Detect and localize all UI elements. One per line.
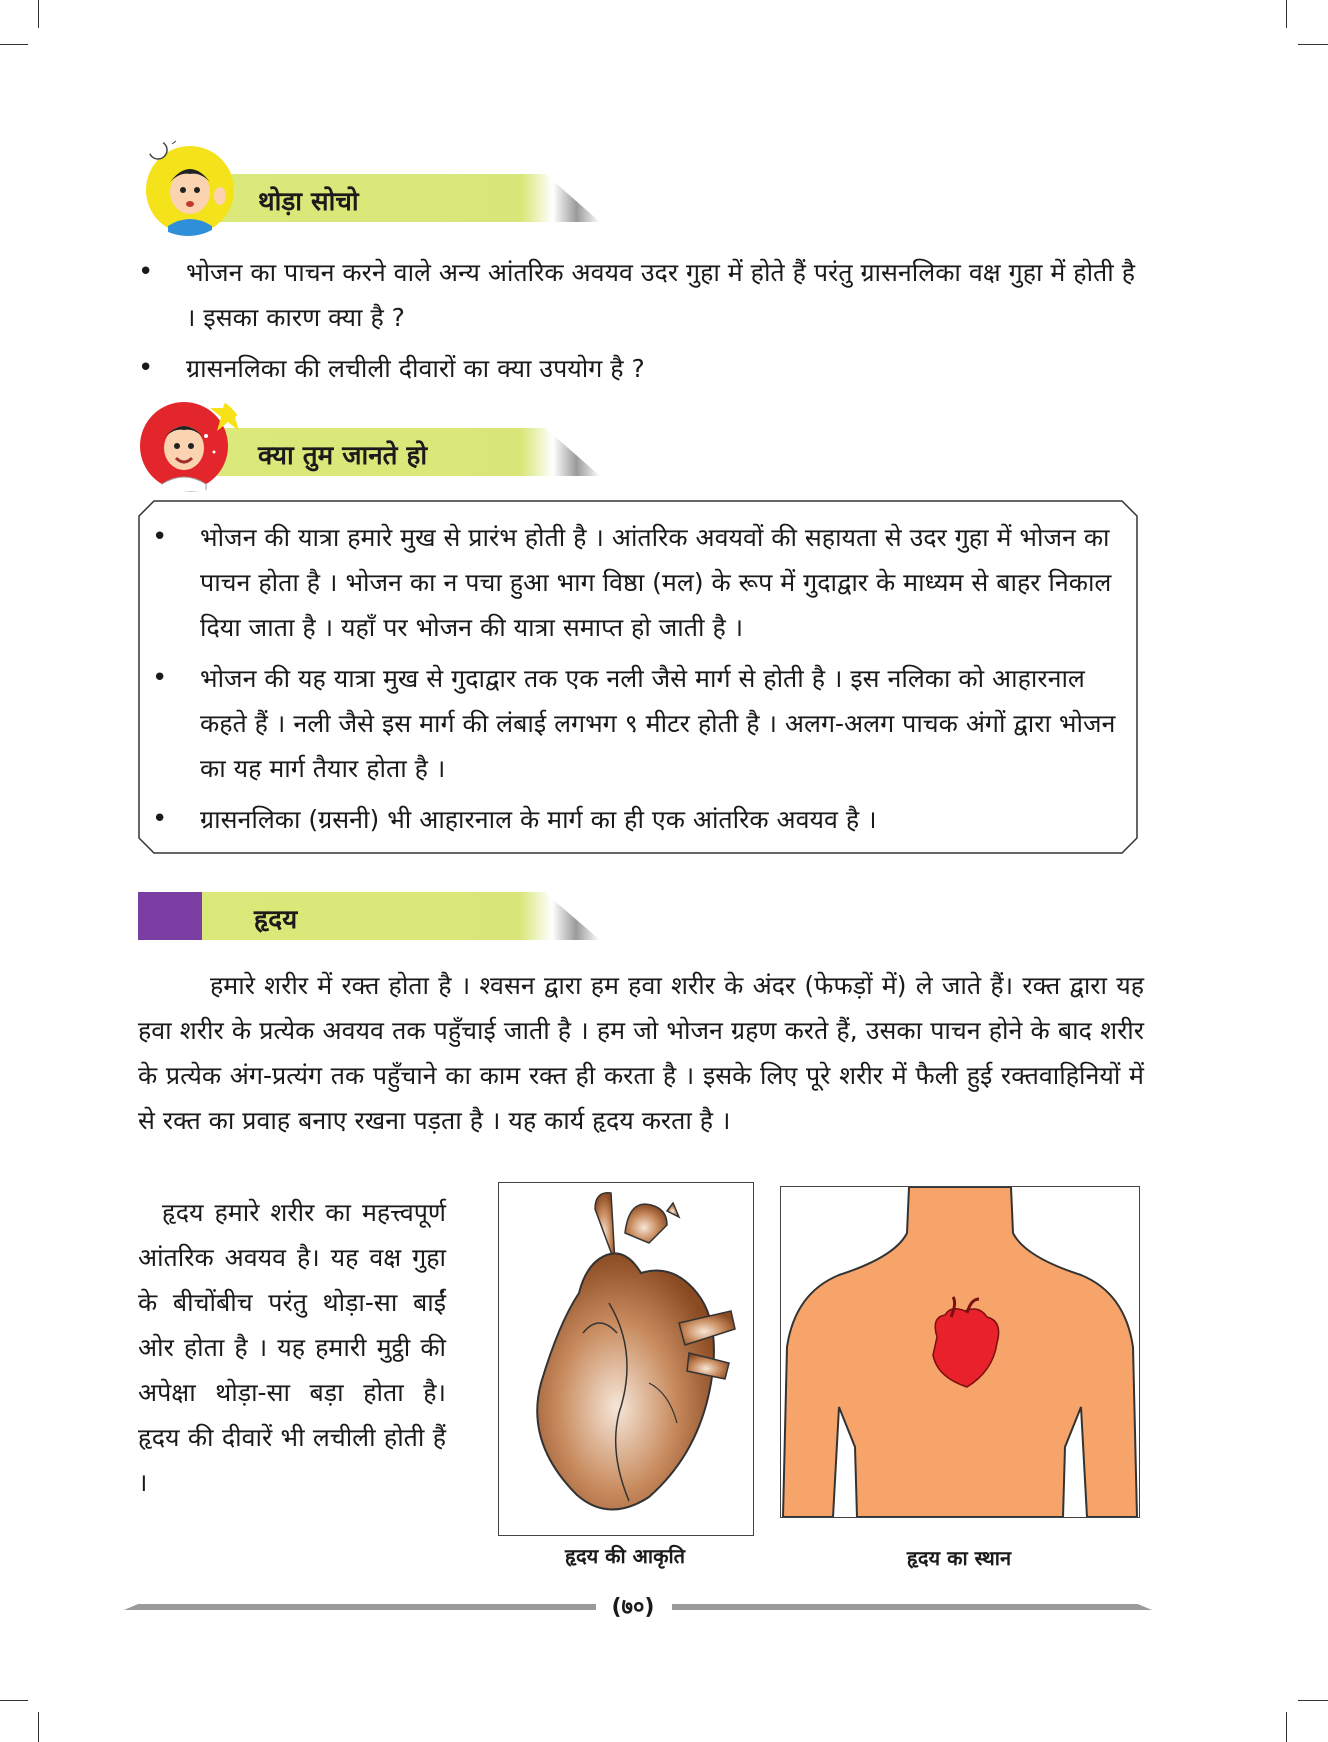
torso-heart-icon bbox=[781, 1187, 1139, 1517]
heart-paragraph-2: हृदय हमारे शरीर का महत्त्वपूर्ण आंतरिक अवयव है। यह वक्ष गुहा के बीचोंबीच परंतु थोड़ा-सा बाईं ओर होता है । यह हमारी मुट्ठी की अपेक्षा थोड़ा-सा बड़ा होता है। हृदय की दीवारें भी लचीली होती हैं । bbox=[138, 1198, 446, 1497]
footer-rule-left bbox=[124, 1604, 596, 1610]
crop-mark bbox=[0, 1700, 28, 1701]
heart-anatomy-icon bbox=[499, 1183, 753, 1535]
list-item: • ग्रासनलिका की लचीली दीवारों का क्या उपयोग है ? bbox=[138, 346, 1144, 391]
heart-title: हृदय bbox=[254, 905, 298, 935]
heart-shape-figure bbox=[498, 1182, 754, 1536]
crop-mark bbox=[38, 1712, 39, 1742]
smiling-boy-star-icon bbox=[136, 392, 246, 492]
did-you-know-title: क्या तुम जानते हो bbox=[258, 441, 428, 471]
heart-shape-caption: हृदय की आकृति bbox=[564, 1544, 686, 1568]
did-you-know-banner bbox=[210, 428, 600, 476]
heart-banner bbox=[202, 892, 600, 940]
crop-mark bbox=[1286, 1712, 1287, 1742]
list-item: • भोजन की यात्रा हमारे मुख से प्रारंभ होती है । आंतरिक अवयवों की सहायता से उदर गुहा में भोजन का पाचन होता है । भोजन का न पचा हुआ भाग विष्ठा (मल) के रूप में गुदाद्वार के माध्यम से बाहर निकाल दिया जाता है । यहाँ पर भोजन की यात्रा समाप्त हो जाती है । bbox=[152, 515, 1126, 650]
list-item: • ग्रासनलिका (ग्रसनी) भी आहारनाल के मार्ग का ही एक आंतरिक अवयव है । bbox=[152, 797, 1126, 842]
crop-mark bbox=[0, 44, 28, 45]
did-you-know-bullet-list bbox=[152, 515, 1126, 848]
think-bullet-list bbox=[138, 250, 1144, 397]
footer-rule-right bbox=[672, 1604, 1152, 1610]
thinking-boy-icon bbox=[138, 136, 238, 236]
heart-location-caption: हृदय का स्थान bbox=[906, 1546, 1012, 1570]
crop-mark bbox=[1298, 44, 1328, 45]
think-title: थोड़ा सोचो bbox=[258, 187, 359, 217]
list-item: • भोजन का पाचन करने वाले अन्य आंतरिक अवयव उदर गुहा में होते हैं परंतु ग्रासनलिका वक्ष गुहा में होती है । इसका कारण क्या है ? bbox=[138, 250, 1144, 340]
heart-location-figure bbox=[780, 1186, 1140, 1518]
heart-paragraph-1: हमारे शरीर में रक्त होता है । श्वसन द्वारा हम हवा शरीर के अंदर (फेफड़ों में) ले जाते हैं। रक्त द्वारा यह हवा शरीर के प्रत्येक अवयव तक पहुँचाई जाती है । हम जो भोजन ग्रहण करते हैं, उसका पाचन होने के बाद शरीर के प्रत्येक अंग-प्रत्यंग तक पहुँचाने का काम रक्त ही करता है । इसके लिए पूरे शरीर में फैली हुई रक्तवाहिनियों में से रक्त का प्रवाह बनाए रखना पड़ता है । यह कार्य हृदय करता है । bbox=[138, 971, 1144, 1135]
crop-mark bbox=[1286, 0, 1287, 28]
page-number: (७०) bbox=[611, 1595, 655, 1620]
list-item: • भोजन की यह यात्रा मुख से गुदाद्वार तक एक नली जैसे मार्ग से होती है । इस नलिका को आहारनाल कहते हैं । नली जैसे इस मार्ग की लंबाई लगभग ९ मीटर होती है । अलग-अलग पाचक अंगों द्वारा भोजन का यह मार्ग तैयार होता है । bbox=[152, 656, 1126, 791]
heart-section-marker bbox=[138, 892, 202, 940]
crop-mark bbox=[38, 0, 39, 28]
crop-mark bbox=[1298, 1700, 1328, 1701]
think-banner bbox=[210, 174, 600, 222]
